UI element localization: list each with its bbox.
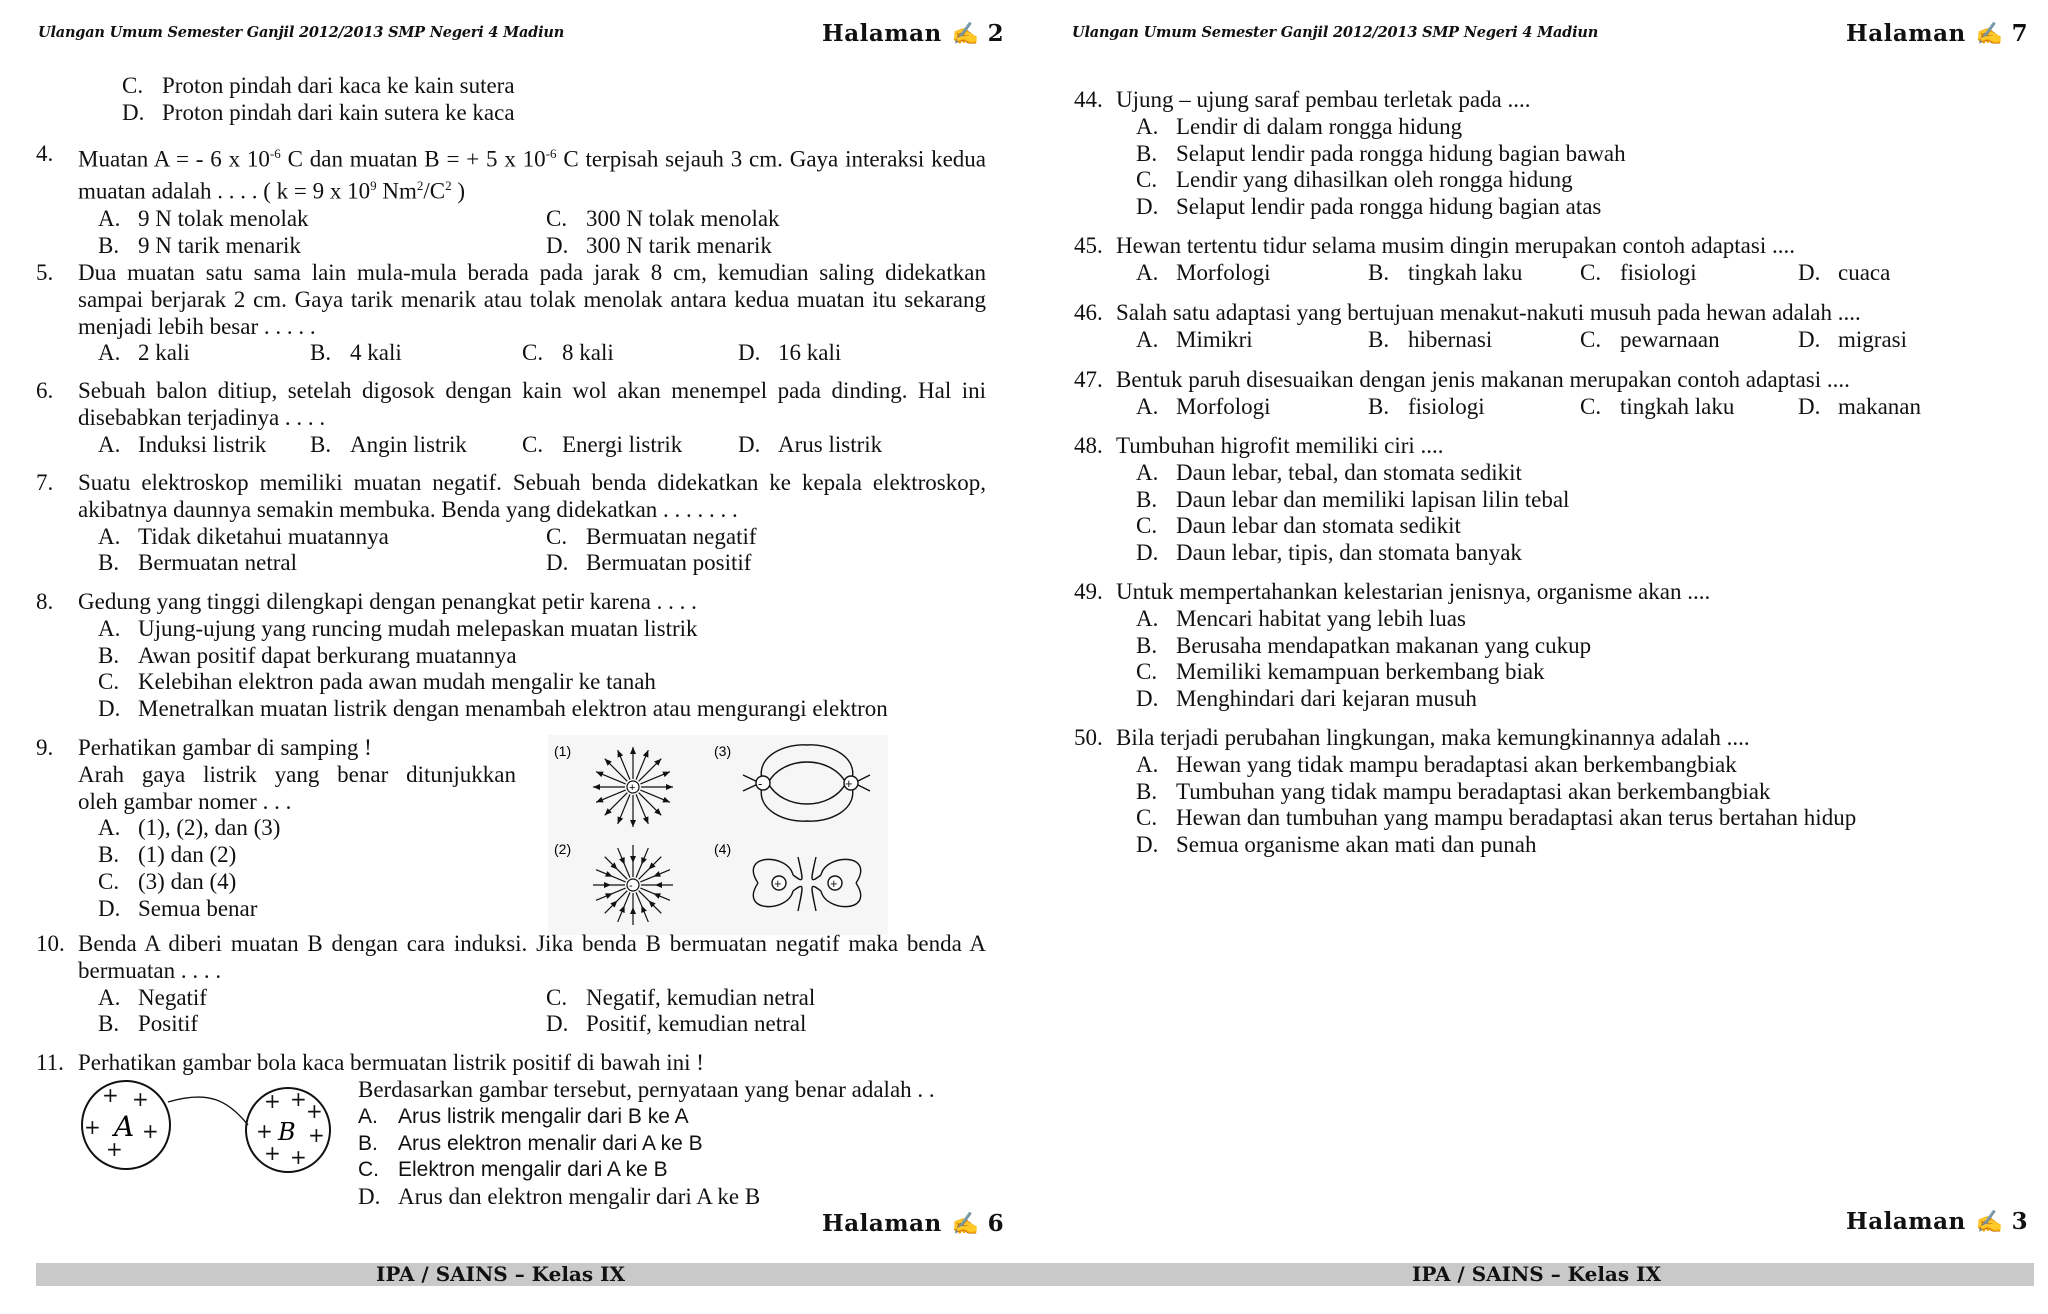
svg-text:+: + — [132, 1087, 149, 1111]
question-11-sub — [358, 1077, 998, 1211]
option-d[interactable]: D. 300 N tarik menarik — [546, 232, 772, 258]
writing-hand-icon: ✍ — [951, 1212, 980, 1237]
option-a[interactable]: A. Mencari habitat yang lebih luas — [1136, 605, 1466, 631]
option-a[interactable]: A. Hewan yang tidak mampu beradaptasi akan berkembangbiak — [1136, 751, 1737, 777]
option-c[interactable]: C. Negatif, kemudian netral — [546, 984, 816, 1010]
option-d[interactable]: D. Positif, kemudian netral — [546, 1011, 807, 1037]
question-6: 6. Sebuah balon ditiup, setelah digosok dengan kain wol akan menempel pada dinding. Hal ini disebabkan terjadinya . . . . A. Induksi listrik B. Angin listrik C. Energi listrik D. Arus listrik — [36, 378, 986, 457]
option-c[interactable]: C. 8 kali — [522, 340, 614, 366]
page-number-bottom-right: Halaman ✍ 3 — [1846, 1208, 2029, 1235]
option-d[interactable]: D. Menghindari dari kejaran musuh — [1136, 686, 1477, 712]
option-c[interactable]: C. Bermuatan negatif — [546, 523, 757, 549]
option-d[interactable]: D. Menetralkan muatan listrik dengan menambah elektron atau mengurangi elektron — [98, 696, 888, 722]
question-subtext: Berdasarkan gambar tersebut, pernyataan yang benar adalah . . — [358, 1077, 935, 1102]
question-number: 4. — [36, 141, 54, 166]
option-letter: D. — [122, 99, 145, 125]
question-text: Perhatikan gambar bola kaca bermuatan listrik positif di bawah ini ! — [78, 1050, 704, 1075]
question-text: Sebuah balon ditiup, setelah digosok dengan kain wol akan menempel pada dinding. Hal ini disebabkan terjadinya . . . . — [78, 378, 986, 430]
charged-balls-figure — [78, 1080, 338, 1180]
question-44: 44. Ujung – ujung saraf pembau terletak pada .... A. Lendir di dalam rongga hidung B. Selaput lendir pada rongga hidung bagian bawah C. Lendir yang dihasilkan oleh rongga hidung D. Selaput lendir pada rongga hidung bagian atas — [1074, 87, 2034, 221]
option-text: Proton pindah dari kaca ke kain sutera — [162, 73, 515, 98]
ball-a-label: A — [114, 1110, 135, 1143]
option-b[interactable]: B. hibernasi — [1368, 326, 1493, 352]
option-a[interactable]: A. Induksi listrik — [98, 431, 267, 457]
option-c[interactable] — [122, 73, 1000, 100]
option-c[interactable]: C. Daun lebar dan stomata sedikit — [1136, 513, 1461, 539]
svg-text:+: + — [845, 776, 853, 791]
option-c[interactable]: C. pewarnaan — [1580, 326, 1720, 352]
svg-text:+: + — [308, 1123, 325, 1147]
option-b[interactable]: B. Daun lebar dan memiliki lapisan lilin tebal — [1136, 486, 1570, 512]
option-c[interactable]: C. 300 N tolak menolak — [546, 205, 780, 231]
fig-label-2: (2) — [554, 841, 572, 857]
option-d[interactable]: D. 16 kali — [738, 340, 842, 366]
option-c[interactable]: C. Hewan dan tumbuhan yang mampu beradaptasi akan terus bertahan hidup — [1136, 805, 1857, 831]
option-a[interactable]: A. Morfologi — [1136, 259, 1271, 285]
svg-text:+: + — [142, 1119, 159, 1143]
footer-left: IPA / SAINS – Kelas IX — [376, 1262, 625, 1286]
svg-text:+: + — [290, 1087, 307, 1111]
svg-text:+: + — [106, 1137, 123, 1161]
option-c[interactable]: C. Kelebihan elektron pada awan mudah mengalir ke tanah — [98, 669, 656, 695]
footer-right: IPA / SAINS – Kelas IX — [1412, 1262, 1661, 1286]
page-number-top-right: Halaman ✍ 7 — [1846, 20, 2029, 47]
option-b[interactable]: B. Angin listrik — [310, 431, 467, 457]
question-5: 5. Dua muatan satu sama lain mula-mula berada pada jarak 8 cm, kemudian saling didekatkan sampai berjarak 2 cm. Gaya tarik menarik atau tolak menolak antara kedua muatan itu sekarang menjadi lebih besar . . . . . A. 2 kali B. 4 kali C. 8 kali D. 16 kali — [36, 260, 986, 366]
header-title: Ulangan Umum Semester Ganjil 2012/2013 SMP Negeri 4 Madiun — [38, 24, 565, 41]
writing-hand-icon: ✍ — [1975, 22, 2004, 47]
option-a[interactable]: A. Daun lebar, tebal, dan stomata sedikit — [1136, 459, 1522, 485]
option-b[interactable]: B. Tumbuhan yang tidak mampu beradaptasi akan berkembangbiak — [1136, 778, 1771, 804]
option-c[interactable]: C. fisiologi — [1580, 259, 1697, 285]
option-b[interactable]: B. Berusaha mendapatkan makanan yang cukup — [1136, 632, 1592, 658]
writing-hand-icon: ✍ — [1975, 1210, 2004, 1235]
ball-b-label: B — [278, 1118, 296, 1146]
header-title: Ulangan Umum Semester Ganjil 2012/2013 SMP Negeri 4 Madiun — [1072, 24, 1599, 41]
svg-text:+: + — [256, 1119, 273, 1143]
option-a[interactable]: A. (1), (2), dan (3) — [98, 815, 281, 841]
option-a[interactable]: A. Ujung-ujung yang runcing mudah melepaskan muatan listrik — [98, 615, 698, 641]
option-text: Proton pindah dari kain sutera ke kaca — [162, 99, 515, 125]
question-text: Gedung yang tinggi dilengkapi dengan penangkat petir karena . . . . — [78, 589, 697, 614]
option-d[interactable]: D. Bermuatan positif — [546, 550, 752, 576]
question-11: 11. Perhatikan gambar bola kaca bermuatan listrik positif di bawah ini ! — [36, 1050, 986, 1077]
option-a[interactable]: A. Arus listrik mengalir dari B ke A — [358, 1104, 689, 1128]
charge-sign: - — [629, 880, 633, 892]
writing-hand-icon: ✍ — [951, 22, 980, 47]
question-text: Dua muatan satu sama lain mula-mula berada pada jarak 8 cm, kemudian saling didekatkan sampai berjarak 2 cm. Gaya tarik menarik atau tolak menolak antara kedua muatan itu sekarang menjadi lebih besar . . . . . — [78, 260, 986, 339]
svg-text:+: + — [306, 1099, 323, 1123]
svg-text:+: + — [290, 1145, 307, 1169]
option-d[interactable]: D. Semua benar — [98, 895, 258, 921]
question-50: 50. Bila terjadi perubahan lingkungan, maka kemungkinannya adalah .... A. Hewan yang tidak mampu beradaptasi akan berkembangbiak B. Tumbuhan yang tidak mampu beradaptasi akan berkembangbiak C. Hewan dan tumbuhan yang mampu beradaptasi akan terus bertahan hidup D. Semua organisme akan mati dan punah — [1074, 725, 2034, 859]
option-d[interactable]: D. cuaca — [1798, 259, 1891, 285]
question-45: 45. Hewan tertentu tidur selama musim dingin merupakan contoh adaptasi .... A. Morfologi B. tingkah laku C. fisiologi D. cuaca — [1074, 233, 2034, 287]
svg-text:-: - — [758, 776, 763, 791]
option-a[interactable]: A. Negatif — [98, 984, 207, 1010]
option-b[interactable]: B. Positif — [98, 1011, 199, 1037]
question-text: Muatan A = - 6 x $10^{-6}$ C dan muatan B = + 5 x $10^{-6}$ C terpisah sejauh 3 cm. Gaya interaksi kedua muatan adalah . . . . ( k = 9 x $10^9$ $Nm^2/C^2$ ) — [78, 146, 987, 205]
option-b[interactable]: B. Selaput lendir pada rongga hidung bagian bawah — [1136, 140, 1626, 166]
option-d[interactable]: D. migrasi — [1798, 326, 1907, 352]
option-c[interactable]: C. tingkah laku — [1580, 393, 1735, 419]
option-d[interactable]: D. makanan — [1798, 393, 1922, 419]
question-4 — [36, 141, 986, 260]
option-b[interactable]: B. Awan positif dapat berkurang muatannya — [98, 642, 517, 668]
option-b[interactable]: B. 4 kali — [310, 340, 402, 366]
option-c[interactable]: C. Energi listrik — [522, 431, 683, 457]
option-d[interactable]: D. Semua organisme akan mati dan punah — [1136, 832, 1537, 858]
page-number: 2 — [987, 20, 1005, 47]
fig-label-4: (4) — [714, 841, 732, 857]
option-a[interactable]: A. Morfologi — [1136, 393, 1271, 419]
option-d[interactable]: D. Arus dan elektron mengalir dari A ke B — [358, 1184, 761, 1210]
page-word: Halaman — [822, 20, 942, 47]
question-47: 47. Bentuk paruh disesuaikan dengan jenis makanan merupakan contoh adaptasi .... A. Morfologi B. fisiologi C. tingkah laku D. makanan — [1074, 367, 2034, 421]
radial-field-negative — [593, 845, 673, 925]
option-d[interactable] — [122, 100, 1000, 127]
question-text: Suatu elektroskop memiliki muatan negatif. Sebuah benda didekatkan ke kepala elektroskop, akibatnya daunnya semakin membuka. Benda yang didekatkan . . . . . . . — [78, 470, 986, 522]
option-b[interactable]: B. fisiologi — [1368, 393, 1485, 419]
svg-text:+: + — [264, 1089, 281, 1113]
question-8: 8. Gedung yang tinggi dilengkapi dengan penangkat petir karena . . . . A. Ujung-ujung yang runcing mudah melepaskan muatan listrik B. Awan positif dapat berkurang muatannya C. Kelebihan elektron pada awan mudah mengalir ke tanah D. Menetralkan muatan listrik dengan menambah elektron atau mengurangi elektron — [36, 589, 986, 723]
svg-text:+: + — [84, 1115, 101, 1139]
question-46: 46. Salah satu adaptasi yang bertujuan menakut-nakuti musuh pada hewan adalah .... A. Mimikri B. hibernasi C. pewarnaan D. migrasi — [1074, 300, 2034, 354]
option-a[interactable]: A. 2 kali — [98, 340, 190, 366]
question-9: 9. Perhatikan gambar di samping ! Arah gaya listrik yang benar ditunjukkan oleh gambar nomer . . . A. (1), (2), dan (3) B. (1) dan (2) C. (3) dan (4) D. Semua benar — [36, 735, 516, 921]
option-b[interactable]: B. Arus elektron menalir dari A ke B — [358, 1131, 703, 1155]
option-d[interactable]: D. Daun lebar, tipis, dan stomata banyak — [1136, 540, 1522, 566]
option-b[interactable]: B. (1) dan (2) — [98, 842, 237, 868]
option-c[interactable]: C. Memiliki kemampuan berkembang biak — [1136, 659, 1545, 685]
fig-label-1: (1) — [554, 743, 572, 759]
option-c[interactable]: C. Elektron mengalir dari A ke B — [358, 1158, 668, 1182]
right-page — [1024, 0, 2048, 1314]
page-number-bottom-left: Halaman ✍ 6 — [822, 1210, 1005, 1237]
option-b[interactable]: B. Bermuatan netral — [98, 550, 298, 576]
connecting-wire — [168, 1097, 248, 1125]
charge-sign: + — [629, 782, 636, 794]
option-b[interactable]: B. tingkah laku — [1368, 259, 1523, 285]
page-number-top-left — [822, 20, 1004, 47]
option-c[interactable]: C. Lendir yang dihasilkan oleh rongga hidung — [1136, 167, 1573, 193]
question-text: Benda A diberi muatan B dengan cara induksi. Jika benda B bermuatan negatif maka benda A bermuatan . . . . — [78, 931, 986, 983]
radial-field-positive — [593, 747, 673, 827]
option-d[interactable]: D. Selaput lendir pada rongga hidung bagian atas — [1136, 194, 1602, 220]
option-letter: C. — [122, 73, 144, 98]
electric-field-figure — [548, 735, 888, 935]
question-48: 48. Tumbuhan higrofit memiliki ciri .... A. Daun lebar, tebal, dan stomata sedikit B. Daun lebar dan memiliki lapisan lilin tebal C. Daun lebar dan stomata sedikit D. Daun lebar, tipis, dan stomata banyak — [1074, 433, 2034, 567]
option-b[interactable]: B. 9 N tarik menarik — [98, 232, 301, 258]
svg-text:+: + — [102, 1083, 119, 1107]
option-d[interactable]: D. Arus listrik — [738, 431, 883, 457]
option-a[interactable]: A. Mimikri — [1136, 326, 1253, 352]
option-a[interactable]: A. Tidak diketahui muatannya — [98, 523, 389, 549]
question-7: 7. Suatu elektroskop memiliki muatan negatif. Sebuah benda didekatkan ke kepala elektroskop, akibatnya daunnya semakin membuka. Benda yang didekatkan . . . . . . . A. Tidak diketahui muatannya C. Bermuatan negatif B. Bermuatan netral D. Bermuatan positif — [36, 470, 986, 576]
fig-label-3: (3) — [714, 743, 732, 759]
option-a[interactable]: A. 9 N tolak menolak — [98, 205, 309, 231]
svg-text:+: + — [774, 876, 782, 891]
option-c[interactable]: C. (3) dan (4) — [98, 868, 237, 894]
question-49: 49. Untuk mempertahankan kelestarian jenisnya, organisme akan .... A. Mencari habitat yang lebih luas B. Berusaha mendapatkan makanan yang cukup C. Memiliki kemampuan berkembang biak D. Menghindari dari kejaran musuh — [1074, 579, 2034, 713]
svg-text:+: + — [830, 876, 838, 891]
q3-continuation — [60, 73, 1000, 127]
option-a[interactable]: A. Lendir di dalam rongga hidung — [1136, 113, 1463, 139]
svg-text:+: + — [264, 1141, 281, 1165]
question-text: Perhatikan gambar di samping ! Arah gaya listrik yang benar ditunjukkan oleh gambar nomer . . . — [78, 735, 516, 814]
question-10: 10. Benda A diberi muatan B dengan cara induksi. Jika benda B bermuatan negatif maka benda A bermuatan . . . . A. Negatif C. Negatif, kemudian netral B. Positif D. Positif, kemudian netral — [36, 931, 986, 1037]
footer-bar — [36, 1263, 2034, 1286]
